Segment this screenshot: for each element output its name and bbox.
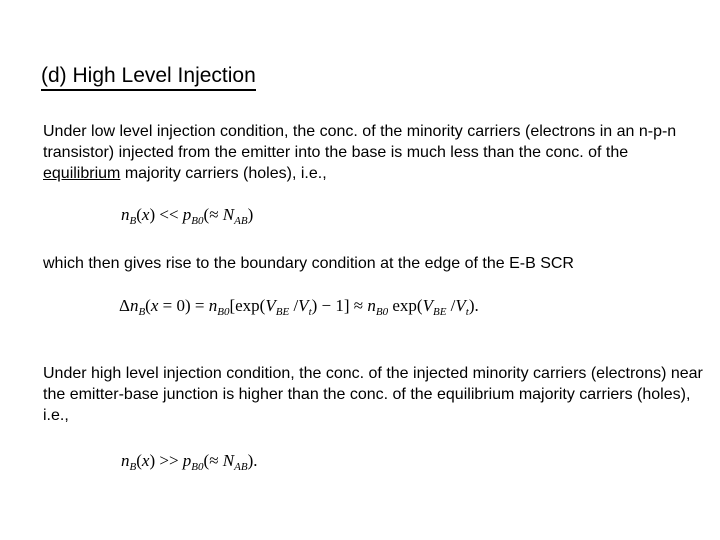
slide-title: (d) High Level Injection [41,63,256,91]
paragraph-low-level-injection [43,121,703,184]
paragraph-text: majority carriers (holes), i.e., [120,165,327,182]
paragraph-boundary-condition: which then gives rise to the boundary condition at the edge of the E-B SCR [43,255,574,272]
equation-low-injection: $n_B(x) << p_{B0}(\approx N_{AB})$ [121,205,254,227]
underlined-word-equilibrium: equilibrium [43,165,121,182]
paragraph-text: Under low level injection condition, the conc. of the minority carriers (electrons in an n-p-n transistor) injected from the emitter into the base is much less than the conc. of the [43,123,677,161]
paragraph-high-level-injection: Under high level injection condition, the conc. of the injected minority carriers (electrons) near the emitter-base junction is higher than the conc. of the equilibrium majority carriers (holes), i.e., [43,365,703,424]
equation-boundary-condition: $\Delta n_B(x = 0) = n_{B0}[\exp(V_{BE}$ $/V_t) - 1] \approx n_{B0}$ $\exp(V_{BE}$ $/V_t$). [119,296,479,318]
equation-high-injection: $n_B(x) >> p_{B0}(\approx N_{AB})$. [121,451,258,473]
